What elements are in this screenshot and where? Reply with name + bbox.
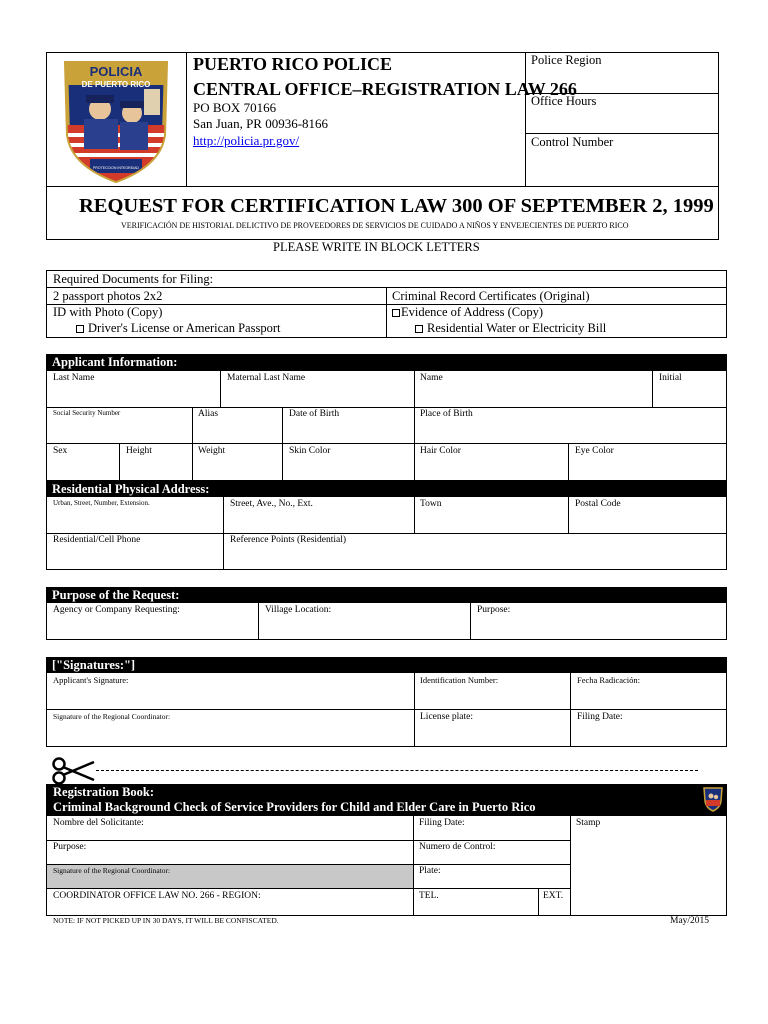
control-number-label: Control Number	[531, 135, 614, 149]
confiscation-note: NOTE: IF NOT PICKED UP IN 30 DAYS, IT WILL BE CONFISCATED.	[53, 916, 279, 925]
signatures-heading: ["Signatures:"]	[46, 657, 727, 673]
field-eye-color[interactable]: Eye Color	[575, 446, 614, 456]
office-name: CENTRAL OFFICE–REGISTRATION LAW 266	[193, 79, 577, 99]
form-subtitle: VERIFICACIÓN DE HISTORIAL DELICTIVO DE PROVEEDORES DE SERVICIOS DE CUIDADO A NIÑOS Y ENVEJECIENTES DE PUERTO RICO	[121, 221, 629, 230]
doc-criminal-record: Criminal Record Certificates (Original)	[392, 289, 590, 303]
doc-id-photo: ID with Photo (Copy)	[53, 305, 163, 319]
police-badge-small-icon	[703, 786, 723, 812]
book-field-coordinator-signature[interactable]: Signature of the Regional Coordinator:	[53, 866, 171, 875]
org-name: PUERTO RICO POLICE	[193, 54, 393, 74]
book-field-filing-date[interactable]: Filing Date:	[419, 818, 465, 828]
office-hours-label: Office Hours	[531, 94, 597, 108]
address-heading: Residential Physical Address:	[46, 481, 727, 497]
field-town[interactable]: Town	[420, 499, 442, 509]
applicant-heading: Applicant Information:	[46, 354, 727, 371]
documents-heading: Required Documents for Filing:	[53, 272, 214, 286]
police-region-label: Police Region	[531, 53, 602, 67]
field-village-location[interactable]: Village Location:	[265, 605, 332, 615]
book-field-region[interactable]: COORDINATOR OFFICE LAW NO. 266 - REGION:	[53, 891, 261, 901]
book-field-plate[interactable]: Plate:	[419, 866, 441, 876]
book-subheading: Criminal Background Check of Service Providers for Child and Elder Care in Puerto Rico	[53, 800, 536, 814]
field-last-name[interactable]: Last Name	[53, 373, 95, 383]
badge-text-top: POLICIA	[89, 64, 143, 79]
doc-drivers-license	[76, 321, 280, 336]
doc-utility-bill	[415, 321, 606, 336]
field-filing-date[interactable]: Filing Date:	[577, 712, 623, 722]
book-heading: Registration Book:	[53, 785, 155, 799]
field-hair-color[interactable]: Hair Color	[420, 446, 461, 456]
field-phone[interactable]: Residential/Cell Phone	[53, 535, 141, 545]
checkbox-icon[interactable]	[415, 325, 423, 333]
book-field-purpose[interactable]: Purpose:	[53, 842, 87, 852]
badge-text-bottom: PROTECCION INTEGRIDAD	[93, 166, 139, 170]
doc-drivers-license-text: Driver's License or American Passport	[88, 321, 281, 335]
doc-evidence-address	[392, 305, 543, 320]
book-field-ext[interactable]: EXT.	[543, 891, 564, 901]
field-height[interactable]: Height	[126, 446, 152, 456]
scissors-icon	[50, 757, 96, 785]
field-place-of-birth[interactable]: Place of Birth	[420, 409, 473, 419]
book-field-applicant-name[interactable]: Nombre del Solicitante:	[53, 818, 144, 828]
checkbox-icon[interactable]	[76, 325, 84, 333]
field-applicant-signature[interactable]: Applicant's Signature:	[53, 675, 129, 685]
field-postal-code[interactable]: Postal Code	[575, 499, 621, 509]
form-date: May/2015	[670, 916, 710, 926]
field-maternal-last-name[interactable]: Maternal Last Name	[227, 373, 306, 383]
checkbox-icon[interactable]	[392, 309, 400, 317]
field-reference-points[interactable]: Reference Points (Residential)	[230, 535, 347, 545]
doc-utility-bill-text: Residential Water or Electricity Bill	[427, 321, 607, 335]
field-skin-color[interactable]: Skin Color	[289, 446, 331, 456]
book-field-stamp[interactable]: Stamp	[576, 818, 601, 828]
field-sex[interactable]: Sex	[53, 446, 68, 456]
book-field-control-number[interactable]: Numero de Control:	[419, 842, 496, 852]
field-initial[interactable]: Initial	[659, 373, 682, 383]
applicant-box	[46, 371, 727, 481]
form-title: REQUEST FOR CERTIFICATION LAW 300 OF SEPTEMBER 2, 1999	[79, 195, 714, 217]
website-link[interactable]: http://policia.pr.gov/	[193, 133, 300, 148]
book-field-tel[interactable]: TEL.	[419, 891, 439, 901]
field-alias[interactable]: Alias	[198, 409, 219, 419]
po-box: PO BOX 70166	[193, 100, 277, 115]
field-purpose[interactable]: Purpose:	[477, 605, 511, 615]
field-dob[interactable]: Date of Birth	[289, 409, 340, 419]
field-street-ave[interactable]: Street, Ave., No., Ext.	[230, 499, 313, 509]
field-coordinator-signature[interactable]: Signature of the Regional Coordinator:	[53, 712, 171, 721]
field-identification-number[interactable]: Identification Number:	[420, 675, 499, 685]
field-license-plate[interactable]: License plate:	[420, 712, 474, 722]
field-urban-street[interactable]: Urban, Street, Number, Extension.	[53, 499, 150, 507]
doc-evidence-address-text: Evidence of Address (Copy)	[401, 305, 543, 319]
doc-passport-photos: 2 passport photos 2x2	[53, 289, 163, 303]
field-fecha-radicacion[interactable]: Fecha Radicación:	[577, 675, 641, 685]
cut-line	[96, 770, 698, 771]
police-badge-logo	[60, 55, 172, 183]
purpose-heading: Purpose of the Request:	[46, 587, 727, 603]
field-ssn[interactable]: Social Security Number	[53, 409, 121, 417]
field-name[interactable]: Name	[420, 373, 443, 383]
city-address: San Juan, PR 00936-8166	[193, 116, 329, 131]
field-agency[interactable]: Agency or Company Requesting:	[53, 605, 180, 615]
field-weight[interactable]: Weight	[198, 446, 226, 456]
instruction-text: PLEASE WRITE IN BLOCK LETTERS	[273, 240, 480, 254]
badge-text-mid: DE PUERTO RICO	[81, 80, 151, 89]
